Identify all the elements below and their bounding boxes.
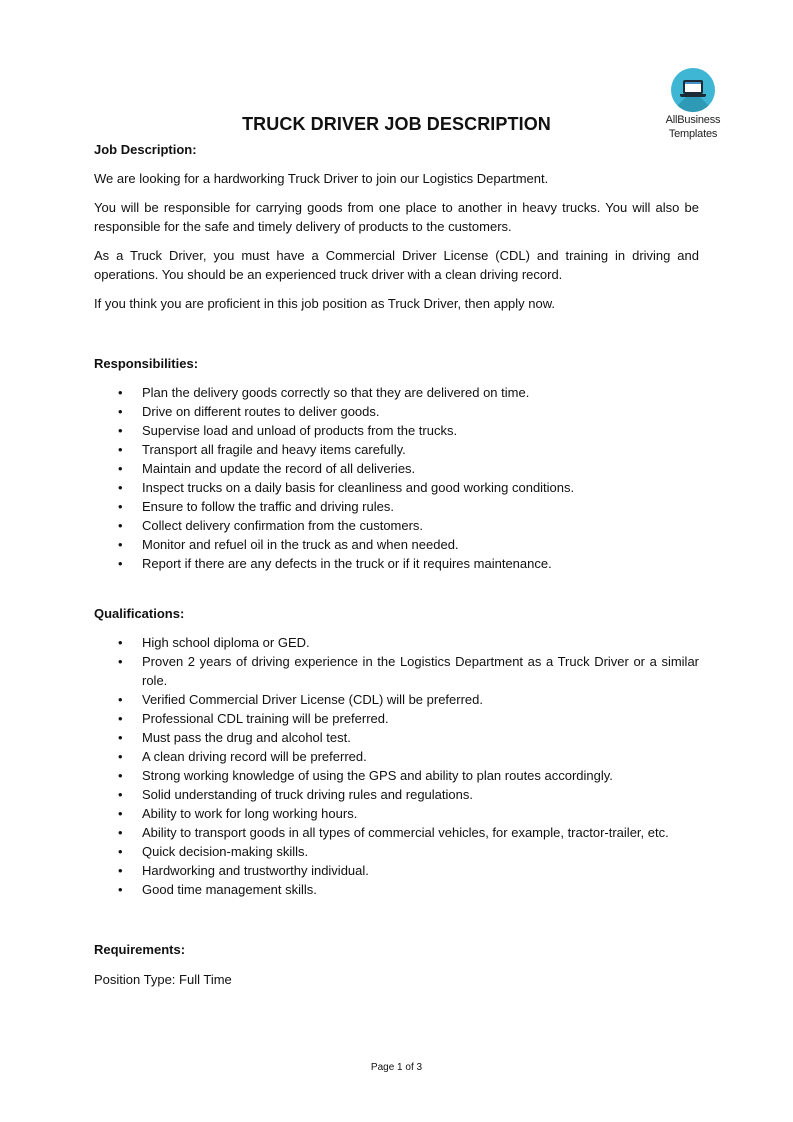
bullet-icon: • (118, 806, 123, 821)
position-type: Position Type: Full Time (94, 972, 232, 987)
bullet-icon: • (118, 423, 123, 438)
list-item: • Solid understanding of truck driving rules and regulations. (118, 787, 473, 802)
requirements-heading: Requirements: (94, 942, 186, 957)
bullet-icon: • (118, 882, 123, 897)
bullet-icon: • (118, 787, 123, 802)
list-item: • Report if there are any defects in the truck or if it requires maintenance. (118, 556, 552, 571)
logo-text-line1: AllBusiness (665, 114, 721, 126)
bullet-icon: • (118, 825, 123, 840)
bullet-icon: • (118, 863, 123, 878)
list-item: • Professional CDL training will be preferred. (118, 711, 389, 726)
list-item: • Ability to work for long working hours. (118, 806, 358, 821)
list-item: • Strong working knowledge of using the GPS and ability to plan routes accordingly. (118, 768, 613, 783)
bullet-icon: • (118, 711, 123, 726)
list-item: • Ability to transport goods in all types of commercial vehicles, for example, tractor-trailer, etc. (118, 825, 669, 840)
job-description-heading: Job Description: (94, 142, 197, 157)
job-description-paragraph: If you think you are proficient in this job position as Truck Driver, then apply now. (94, 296, 556, 311)
list-item: • Hardworking and trustworthy individual. (118, 863, 369, 878)
bullet-icon: • (118, 461, 123, 476)
bullet-icon: • (118, 442, 123, 457)
laptop-icon (671, 68, 715, 112)
job-description-paragraph: As a Truck Driver, you must have a Commercial Driver License (CDL) and training in driving and operations. You should be an experienced truck driver with a clean driving record. (94, 248, 699, 282)
bullet-icon: • (118, 654, 123, 669)
list-item: • A clean driving record will be preferred. (118, 749, 367, 764)
list-item: • Maintain and update the record of all deliveries. (118, 461, 416, 476)
bullet-icon: • (118, 635, 123, 650)
list-item: • Inspect trucks on a daily basis for cleanliness and good working conditions. (118, 480, 575, 495)
list-item: • Collect delivery confirmation from the customers. (118, 518, 424, 533)
job-description-paragraph: You will be responsible for carrying goods from one place to another in heavy trucks. You will also be responsible for the safe and timely delivery of products to the customers. (94, 200, 699, 234)
bullet-icon: • (118, 730, 123, 745)
bullet-icon: • (118, 480, 123, 495)
responsibilities-list (94, 383, 699, 573)
list-item: • Verified Commercial Driver License (CDL) will be preferred. (118, 692, 483, 707)
list-item: • Monitor and refuel oil in the truck as and when needed. (118, 537, 459, 552)
document-title: TRUCK DRIVER JOB DESCRIPTION (242, 114, 551, 134)
bullet-icon: • (118, 844, 123, 859)
list-item: • Supervise load and unload of products from the trucks. (118, 423, 458, 438)
list-item: • Transport all fragile and heavy items carefully. (118, 442, 406, 457)
bullet-icon: • (118, 404, 123, 419)
bullet-icon: • (118, 385, 123, 400)
bullet-icon: • (118, 499, 123, 514)
bullet-icon: • (118, 768, 123, 783)
list-item: • High school diploma or GED. (118, 635, 310, 650)
list-item: • Good time management skills. (118, 882, 317, 897)
job-description-paragraph: We are looking for a hardworking Truck Driver to join our Logistics Department. (94, 171, 549, 186)
page-number: Page 1 of 3 (370, 1062, 423, 1073)
bullet-icon: • (118, 556, 123, 571)
list-item: • Ensure to follow the traffic and driving rules. (118, 499, 394, 514)
logo-text-line2: Templates (668, 128, 718, 140)
list-item: • Plan the delivery goods correctly so that they are delivered on time. (118, 385, 530, 400)
bullet-icon: • (118, 749, 123, 764)
qualifications-heading: Qualifications: (94, 606, 185, 621)
list-item: • Quick decision-making skills. (118, 844, 309, 859)
bullet-icon: • (118, 537, 123, 552)
bullet-icon: • (118, 692, 123, 707)
bullet-icon: • (118, 518, 123, 533)
responsibilities-heading: Responsibilities: (94, 356, 199, 371)
list-item: • Must pass the drug and alcohol test. (118, 730, 351, 745)
list-item: • Proven 2 years of driving experience in the Logistics Department as a Truck Driver or a similar role. (118, 654, 699, 688)
qualifications-list (94, 633, 699, 899)
list-item: • Drive on different routes to deliver goods. (118, 404, 380, 419)
document-body (94, 140, 699, 989)
